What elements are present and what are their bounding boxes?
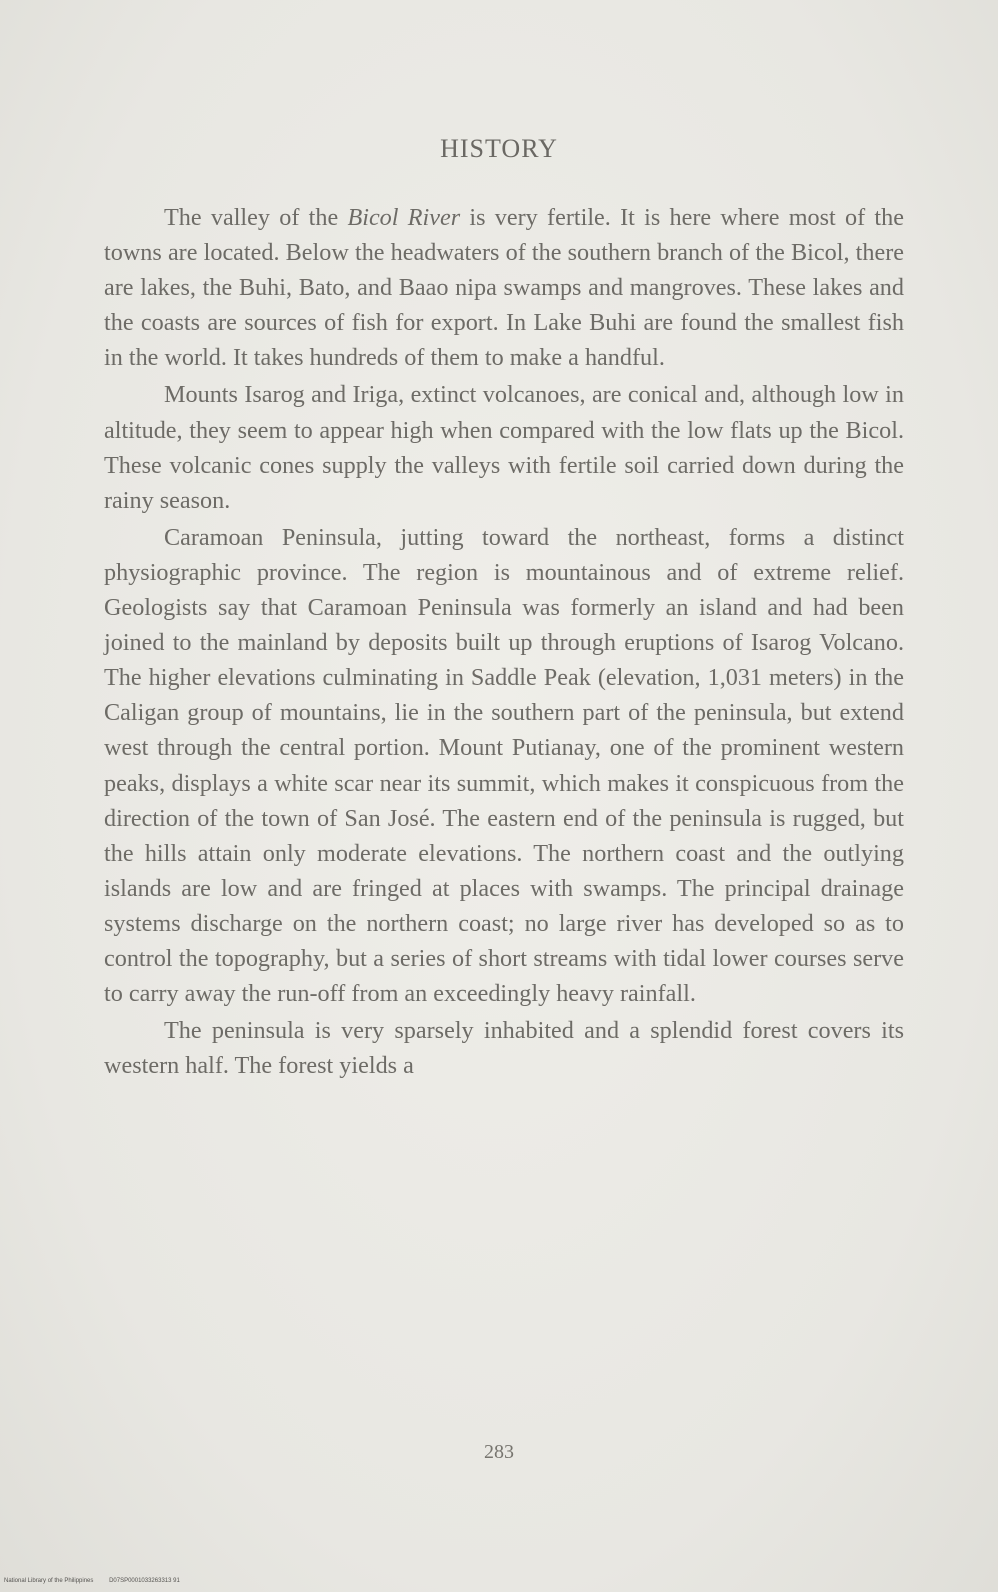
paragraph-text: The valley of the (164, 204, 348, 231)
paragraph-text: The peninsula is very sparsely inhabited and a splendid forest covers its western half. The forest yields a (104, 1017, 904, 1080)
footer-library: National Library of the Philippines (4, 1578, 94, 1584)
paragraph (104, 377, 904, 517)
paragraph-text: Mounts Isarog and Iriga, extinct volcanoes, are conical and, although low in altitude, they seem to appear high when compared with the low flats up the Bicol. These volcanic cones supply the valleys with fertile soil carried down during the rainy season. (104, 381, 904, 514)
paragraph-text: is very fertile. It is here where most of the towns are located. Below the headwaters of the southern branch of the Bicol, there are lakes, the Buhi, Bato, and Baao nipa swamps and mangroves. These lakes and the coasts are sources of fish for export. In Lake Buhi are found the smallest fish in the world. It takes hundreds of them to make a handful. (104, 204, 904, 372)
italic-text: Bicol River (347, 204, 461, 231)
paragraph (104, 200, 904, 375)
page-title: HISTORY (440, 134, 558, 163)
footer-credit (4, 1578, 194, 1584)
paragraph (104, 1013, 904, 1083)
body-text (104, 200, 904, 1085)
footer-id: D07SP0001033263313 91 (109, 1578, 180, 1584)
paragraph-text: Caramoan Peninsula, jutting toward the northeast, forms a distinct physiographic province. The region is mountainous and of extreme relief. Geologists say that Caramoan Peninsula was formerly an island and had been joined to the mainland by deposits built up through eruptions of Isarog Volcano. The higher elevations culminating in Saddle Peak (elevation, 1,031 meters) in the Caligan group of mountains, lie in the southern part of the peninsula, but extend west through the central portion. Mount Putianay, one of the prominent western peaks, displays a white scar near its summit, which makes it conspicuous from the direction of the town of San José. The eastern end of the peninsula is rugged, but the hills attain only moderate elevations. The northern coast and the outlying islands are low and are fringed at places with swamps. The principal drainage systems discharge on the northern coast; no large river has developed so as to control the topography, but a series of short streams with tidal lower courses serve to carry away the run-off from an exceedingly heavy rainfall. (104, 523, 904, 1008)
page-number: 283 (484, 1441, 514, 1463)
paragraph (104, 520, 904, 1011)
